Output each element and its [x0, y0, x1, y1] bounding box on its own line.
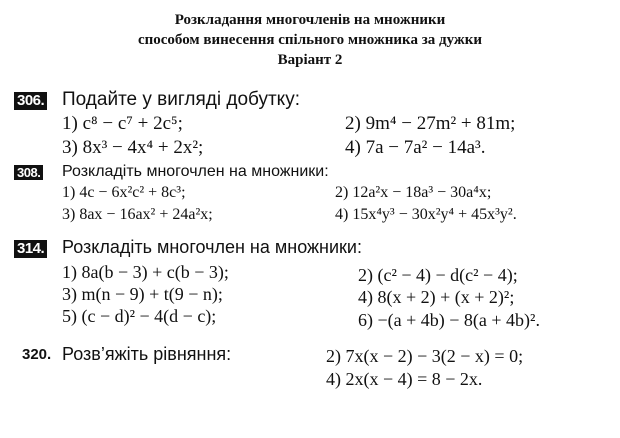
exercise-number-306: 306.: [14, 92, 47, 110]
exercise-item-314-6: 6) −(a + 4b) − 8(a + 4b)².: [358, 310, 540, 330]
exercise-item-320-4: 4) 2x(x − 4) = 8 − 2x.: [326, 369, 483, 389]
exercise-task-314: Розкладіть многочлен на множники:: [62, 237, 362, 257]
exercise-item-320-2: 2) 7x(x − 2) − 3(2 − x) = 0;: [326, 346, 524, 366]
header-line-2: способом винесення спільного множника за дужки: [137, 32, 483, 48]
exercise-item-308-1: 1) 4c − 6x²c² + 8c³;: [62, 184, 186, 201]
exercise-item-308-4: 4) 15x⁴y³ − 30x²y⁴ + 45x³y².: [335, 206, 517, 223]
exercise-number-308: 308.: [14, 165, 43, 180]
exercise-item-314-4: 4) 8(x + 2) + (x + 2)²;: [358, 287, 515, 307]
exercise-item-306-1: 1) c⁸ − c⁷ + 2c⁵;: [62, 113, 183, 134]
exercise-item-306-2: 2) 9m⁴ − 27m² + 81m;: [345, 113, 516, 134]
exercise-item-314-2: 2) (c² − 4) − d(c² − 4);: [358, 265, 518, 285]
exercise-item-308-2: 2) 12a²x − 18a³ − 30a⁴x;: [335, 184, 492, 201]
exercise-item-314-1: 1) 8a(b − 3) + c(b − 3);: [62, 262, 229, 282]
exercise-item-306-3: 3) 8x³ − 4x⁴ + 2x²;: [62, 137, 204, 158]
exercise-item-314-5: 5) (c − d)² − 4(d − c);: [62, 306, 217, 326]
exercise-number-320: 320.: [22, 346, 52, 363]
exercise-number-314: 314.: [14, 240, 47, 258]
exercise-task-320: Розв’яжіть рівняння:: [62, 344, 232, 364]
exercise-task-306: Подайте у вигляді добутку:: [62, 89, 300, 110]
header-line-3: Варіант 2: [277, 52, 343, 68]
header-line-1: Розкладання многочленів на множники: [174, 12, 446, 28]
exercise-item-308-3: 3) 8ax − 16ax² + 24a²x;: [62, 206, 213, 223]
exercise-task-308: Розкладіть многочлен на множники:: [62, 163, 329, 180]
exercise-item-306-4: 4) 7a − 7a² − 14a³.: [345, 137, 486, 158]
exercise-item-314-3: 3) m(n − 9) + t(9 − n);: [62, 284, 223, 304]
